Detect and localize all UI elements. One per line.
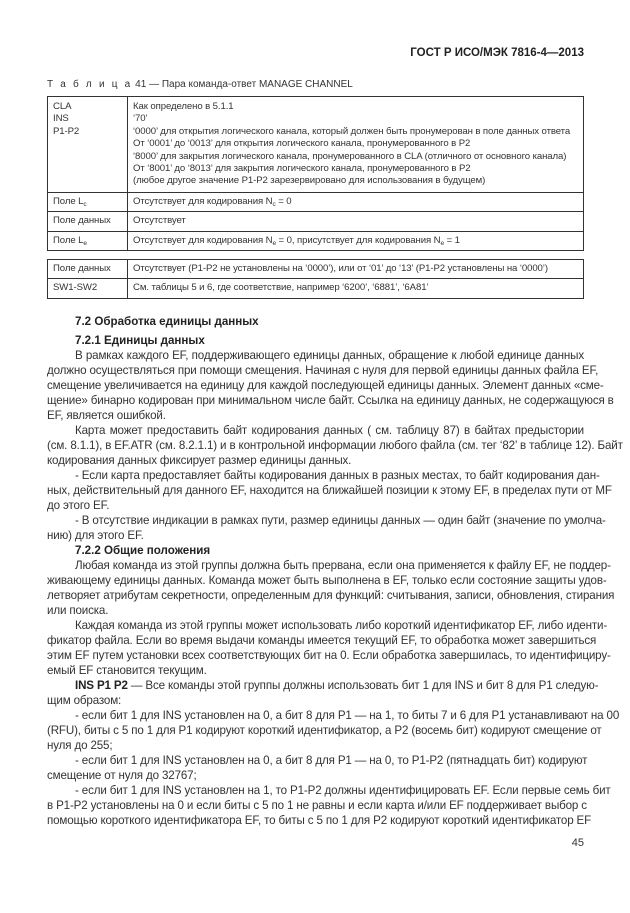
paragraph: [47, 618, 611, 678]
paragraph-line: щим образом:: [47, 693, 122, 707]
paragraph-line: - если бит 1 для INS установлен на 0, а бит 8 для P1 — на 1, то биты 7 и 6 для P1 устанавливают на 00: [75, 708, 620, 722]
paragraph-line: В рамках каждого EF, поддерживающего единицы данных, обращение к любой единице данных: [75, 348, 584, 362]
value-line: ‘0000’ для открытия логического канала, который должен быть пронумерован в поле данных ответа: [133, 125, 571, 137]
paragraph: [47, 783, 611, 828]
value-line: ‘8000’ для закрытия логического канала, пронумерованного в CLA (отличного от основного канала): [133, 150, 567, 162]
paragraph-line: до этого EF.: [47, 498, 110, 512]
field-cell: [48, 231, 128, 250]
field-cell: [48, 192, 128, 211]
value-cell: См. таблицы 5 и 6, где соответствие, например ‘6200’, ‘6881’, ‘6A81’: [128, 279, 584, 298]
paragraph-line: (см. 8.1.1), в EF.ATR (см. 8.2.1.1) и в контрольной информации любого файла (см. тег ‘82’ в таблице 12). Байт: [47, 438, 623, 452]
response-table: [47, 259, 584, 299]
field-label: Поле L: [53, 195, 84, 207]
field-label: Поле L: [53, 234, 84, 246]
field-cell: SW1-SW2: [48, 279, 128, 298]
paragraph-line: живающему единицы данных. Команда может быть выполнена в EF, только если состояние защиты удов-: [47, 573, 607, 587]
table-caption-title: 41 — Пара команда-ответ MANAGE CHANNEL: [132, 79, 353, 90]
table-caption-label: Т а б л и ц а: [47, 79, 133, 90]
paragraph-line: помощью короткого идентификатора EF, то биты с 5 по 1 для P2 кодируют короткий идентификатор EF: [47, 813, 592, 827]
paragraph-line: Карта может предоставить байт кодирования данных ( см. таблицу 87) в байтах предыстории: [75, 423, 584, 437]
paragraph-line: фикатор файла. Если во время выдачи команды имеется текущий EF, то обработка может завершиться: [47, 633, 597, 647]
value-line: ‘70’: [133, 113, 148, 125]
paragraph: [47, 678, 599, 708]
table-row: [48, 231, 584, 250]
paragraph: [47, 753, 588, 783]
value-line: (любое другое значение P1-P2 зарезервировано для использования в будущем): [133, 175, 486, 187]
paragraph-line: щение» бинарно кодирован при минимальном числе байт. Ссылка на единицу данных, не содержащуюся в: [47, 393, 614, 407]
paragraph: [47, 468, 612, 513]
field-cla: CLA: [53, 101, 72, 112]
section-heading-7-2-1: 7.2.1 Единицы данных: [75, 333, 205, 347]
value-text: Отсутствует для кодирования N: [133, 195, 273, 207]
field-cell: Поле данных: [48, 260, 128, 279]
table-row: [48, 279, 584, 298]
table-row: [48, 97, 584, 193]
subscript: e: [83, 239, 87, 247]
paragraph-line: должно осуществляться при помощи смещения. Начиная с нуля для первой единицы данных файла EF,: [47, 363, 599, 377]
value-text: Отсутствует для кодирования N: [133, 234, 273, 246]
paragraph-line: - В отсутствие индикации в рамках пути, размер единицы данных — один байт (значение по умолча-: [75, 513, 606, 527]
table-row: [48, 260, 584, 279]
command-table: [47, 96, 584, 251]
paragraph-line: этим EF путем установки всех соответствующих бит на 0. Если обработка завершилась, то идентифициру-: [47, 648, 611, 662]
paragraph-line: - Если карта предоставляет байты кодирования данных в разных местах, то байт кодирования дан-: [75, 468, 600, 482]
field-cell: Поле данных: [48, 212, 128, 231]
paragraph-line: - если бит 1 для INS установлен на 1, то P1-P2 должны идентифицировать EF. Если первые семь бит: [75, 783, 611, 797]
paragraph-line: емый EF становится текущим.: [47, 663, 207, 677]
term-ins-p1-p2: INS P1 P2: [75, 678, 128, 692]
paragraph: [47, 348, 614, 423]
value-line: От ‘8001’ до ‘8013’ для закрытия логического канала, пронумерованного в P2: [133, 163, 471, 175]
paragraph-line: или поиска.: [47, 603, 109, 617]
paragraph-line: - если бит 1 для INS установлен на 0, а бит 8 для P1 — на 0, то P1-P2 (пятнадцать бит) кодируют: [75, 753, 588, 767]
paragraph-line: нуля до 255;: [47, 738, 113, 752]
paragraph-line: смещение от нуля до 32767;: [47, 768, 197, 782]
paragraph: [47, 513, 606, 543]
paragraph: [47, 708, 620, 753]
field-p1p2: P1-P2: [53, 125, 80, 137]
paragraph-line: [47, 678, 599, 693]
value-cell: Отсутствует (P1-P2 не установлены на ‘0000’), или от ‘01’ до ‘13’ (P1-P2 установлены на ‘0000’): [128, 260, 584, 279]
subscript: e: [272, 239, 276, 247]
value-text: = 0: [275, 195, 292, 207]
value-text: = 1: [444, 234, 460, 246]
page-number: 45: [571, 836, 584, 849]
value-line: От ‘0001’ до ‘0013’ для открытия логического канала, пронумерованного в P2: [133, 138, 471, 150]
value-cell: Отсутствует: [128, 212, 584, 231]
subscript: c: [83, 200, 87, 208]
value-text: = 0, присутствует для кодирования N: [275, 234, 441, 246]
value-line: Как определено в 5.1.1: [133, 101, 234, 112]
value-cell: [128, 97, 584, 193]
line-text: — Все команды этой группы должны использовать бит 1 для INS и бит 8 для P1 следую-: [127, 678, 599, 692]
paragraph-line: EF, является ошибкой.: [47, 408, 166, 422]
page-content: [47, 79, 623, 850]
paragraph: [47, 558, 615, 618]
paragraph-line: нию) для этого EF.: [47, 528, 144, 542]
field-ins: INS: [53, 113, 69, 125]
subscript: e: [440, 239, 444, 247]
paragraph-line: Каждая команда из этой группы может использовать либо короткий идентификатор EF, либо иденти-: [75, 618, 608, 632]
table-caption: [47, 79, 584, 91]
paragraph-line: в P1-P2 установлены на 0 и если биты с 5 по 1 не равны и если карта и/или EF поддерживает выбор с: [47, 798, 587, 812]
subscript: c: [272, 200, 276, 208]
paragraph-line: кодирования данных фиксирует размер единицы данных.: [47, 453, 352, 467]
table-row: [48, 212, 584, 231]
section-heading-7-2: 7.2 Обработка единицы данных: [75, 314, 259, 328]
paragraph-line: ных, действительный для данного EF, находится на ближайшей позиции к этому EF, в пределах пути от MF: [47, 483, 612, 497]
body-text: [47, 314, 623, 828]
paragraph-line: летворяет атрибутам секретности, определенным для функций: считывания, записи, обновления, стирания: [47, 588, 615, 602]
document-header: ГОСТ Р ИСО/МЭК 7816-4—2013: [410, 47, 584, 59]
paragraph-line: Любая команда из этой группы должна быть прервана, если она применяется к файлу EF, не поддер-: [75, 558, 611, 572]
paragraph-line: смещение увеличивается на единицу для каждой последующей единицы данных. Элемент данных «сме-: [47, 378, 604, 392]
paragraph: [47, 423, 623, 468]
table-row: [48, 192, 584, 211]
value-cell: [128, 231, 584, 250]
paragraph-line: (RFU), биты с 5 по 1 для P1 кодируют короткий идентификатор, а P2 (восемь бит) кодируют смещение от: [47, 723, 602, 737]
field-cell: [48, 97, 128, 193]
section-heading-7-2-2: 7.2.2 Общие положения: [75, 543, 211, 557]
value-cell: [128, 192, 584, 211]
